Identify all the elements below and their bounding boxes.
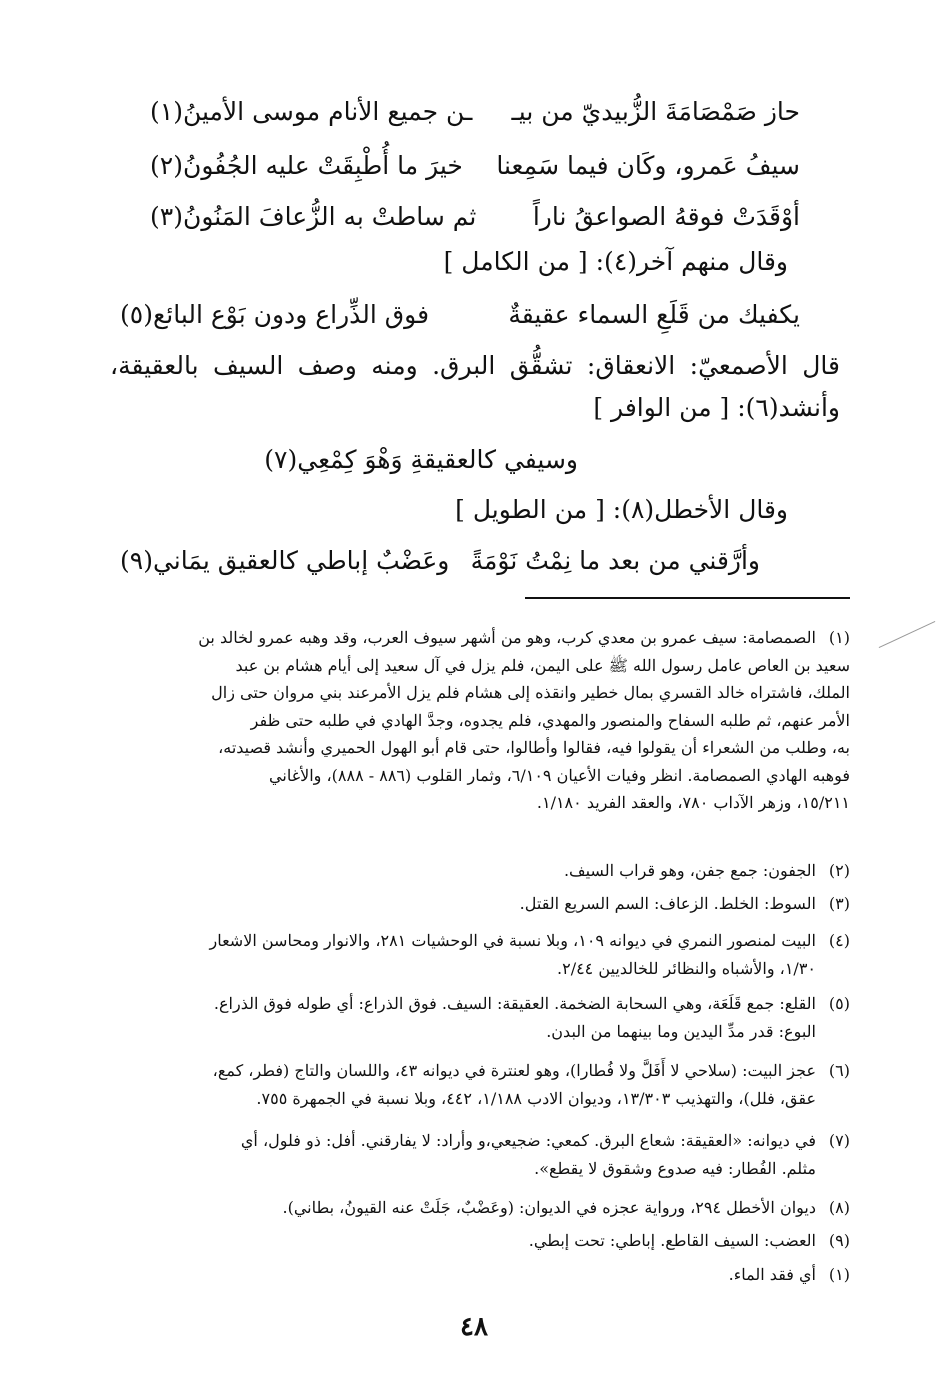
footnote-number: (٢): [828, 861, 850, 880]
verse-line: [120, 295, 800, 335]
footnote: [90, 1057, 850, 1112]
footnote: [90, 624, 850, 817]
footnote-text: البيت لمنصور النمري في ديوانه ١٠٩، وبلا نسبة في الوحشيات ٢٨١، والانوار ومحاسن الاشعار: [209, 931, 816, 950]
footnote-number: (٧): [828, 1131, 850, 1150]
footnote-text: السوط: الخلط. الزعاف: السم السريع القتل.: [519, 894, 816, 913]
footnote-text: الصمصامة: سيف عمرو بن معدي كرب، وهو من أشهر سيوف العرب، وقد وهبه عمرو لخالد بن: [198, 628, 816, 647]
footnote-line: عقق، فلل)، والتهذيب ١٣/٣٠٣، وديوان الادب ١/١٨٨، ٤٤٢، وبلا نسبة في الجمهرة ٧٥٥.: [256, 1088, 816, 1108]
footnote: [90, 990, 850, 1045]
footnote: [90, 1261, 850, 1289]
footnote-number: (٥): [828, 994, 850, 1013]
verse-first-hemistich: أوْقَدَتْ فوقهُ الصواعقُ ناراً: [532, 202, 800, 231]
footnote-line: مثلم. الفُطار: فيه صدوع وشقوق لا يقطع».: [534, 1158, 816, 1178]
footnote-text: العضب: السيف القاطع. إباطي: تحت إبطي.: [528, 1231, 816, 1250]
footnote-line: ١٥/٢١١، وزهر الآداب ٧٨٠، والعقد الفريد ١/١٨٠.: [536, 793, 850, 812]
footnote-line: ١/٣٠، والأشباه والنظائر للخالديين ٢/٤٤.: [557, 958, 816, 978]
verse-second-hemistich: خيرَ ما أُطْبِقَتْ عليه الجُفُونُ(٢): [150, 151, 463, 180]
footnote: [90, 1127, 850, 1182]
footnote-separator: [525, 597, 850, 599]
footnote-text: القلع: جمع قَلَعَة، وهي السحابة الضخمة. العقيقة: السيف. فوق الذراع: أي طوله فوق الذراع.: [213, 994, 816, 1013]
prose-line: قال الأصمعيّ: الانعقاق: تشقُّق البرق. ومنه وصف السيف بالعقيقة،: [110, 351, 840, 380]
footnote-line: سعيد بن العاص عامل رسول الله ﷺ على اليمن، فلم يزل في آل سعيد إلى أيام هشام بن عبد: [235, 655, 850, 675]
footnote-number: (٣): [828, 894, 850, 913]
verse-line: [150, 92, 800, 132]
footnote-number: (٨): [828, 1198, 850, 1217]
verse-second-hemistich: فوق الذِّراع ودون بَوْع البائع(٥): [120, 300, 430, 329]
footnote-line: الملك، فاشتراه خالد القسري بمال خطير وانقذه إلى هشام فلم يزل الأمرعند بني مروان حتى زال: [211, 683, 850, 702]
footnote-text: أي فقد الماء.: [728, 1265, 816, 1284]
intro-line: وقال الأخطل(٨): [ من الطويل ]: [455, 495, 788, 524]
footnote-number: (١): [828, 628, 850, 647]
footnote: [90, 927, 850, 982]
footnote-line: الأمر عنهم، ثم طلبه السفاح والمنصور والمهدي، فلم يجدوه، وجدَّ الهادي في طلبه حتى ظفر: [250, 710, 850, 730]
verse-second-hemistich: وعَضْبٌ إباطي كالعقيق يمَاني(٩): [120, 546, 450, 575]
verse-second-hemistich: ثم ساطتْ به الزُّعافَ المَنُونُ(٣): [150, 202, 477, 231]
footnote-number: (١): [828, 1265, 850, 1284]
footnote: [90, 857, 850, 885]
footnote-line: [90, 1127, 850, 1155]
verse-line: [120, 541, 760, 581]
footnote: [90, 890, 850, 918]
footnote-line: [90, 624, 850, 652]
verse-first-hemistich: وأرَّقني من بعد ما نِمْتُ نَوْمَةً: [470, 546, 760, 575]
verse-first-hemistich: سيفُ عَمرو، وكَان فيما سَمِعنا: [496, 151, 800, 180]
footnote-line: [90, 990, 850, 1018]
footnote-number: (٤): [828, 931, 850, 950]
verse-second-hemistich: ـن جميع الأنام موسى الأمينُ(١): [150, 97, 473, 126]
intro-line: وقال منهم آخر(٤): [ من الكامل ]: [443, 247, 788, 276]
prose-line: وأنشد(٦): [ من الوافر ]: [593, 393, 840, 422]
verse-first-hemistich: يكفيك من قَلَعِ السماء عقيقةٌ: [508, 300, 800, 329]
footnote-line: [90, 1057, 850, 1085]
margin-pencil-mark: [879, 621, 936, 648]
footnote-number: (٩): [828, 1231, 850, 1250]
footnote: [90, 1227, 850, 1255]
footnote-text: الجفون: جمع جفن، وهو قراب السيف.: [563, 861, 816, 880]
footnote-text: في ديوانه: «العقيقة: شعاع البرق. كمعي: ضجيعي،و وأراد: لا يفارقني. أفل: ذو فلول، أي: [240, 1131, 816, 1150]
footnote-number: (٦): [828, 1061, 850, 1080]
verse-single-hemistich: وسيفي كالعقيقةِ وَهْوَ كِمْعِي(٧): [264, 445, 578, 474]
footnote-line: به، وطلب من الشعراء أن يقولوا فيه، فقالوا وأطالوا، حتى قام أبو الهول الحميري وأنشد قصيدته،: [218, 738, 850, 757]
verse-line: [150, 197, 800, 237]
footnote-text: ديوان الأخطل ٢٩٤، ورواية عجزه في الديوان: (وعَضْبٌ، جَلَتْ عنه القيونُ، بطاني).: [282, 1198, 816, 1217]
footnote-line: [90, 927, 850, 955]
footnote-line: البوع: قدر مدِّ اليدين وما بينهما من البدن.: [546, 1021, 816, 1041]
footnote: [90, 1194, 850, 1222]
footnote-text: عجز البيت: (سلاحي لا أَفَلَّ ولا فُطارا)، وهو لعنترة في ديوانه ٤٣، واللسان والتاج (فطر، كمع،: [212, 1061, 816, 1080]
page-number: ٤٨: [460, 1312, 488, 1342]
footnote-line: فوهبه الهادي الصمصامة. انظر وفيات الأعيان ٦/١٠٩، وثمار القلوب (٨٨٦ - ٨٨٨)، والأغاني: [269, 765, 850, 785]
verse-line: [150, 146, 800, 186]
verse-first-hemistich: حاز صَمْصَامَةَ الزُّبيديّ من بيـ: [511, 97, 800, 126]
